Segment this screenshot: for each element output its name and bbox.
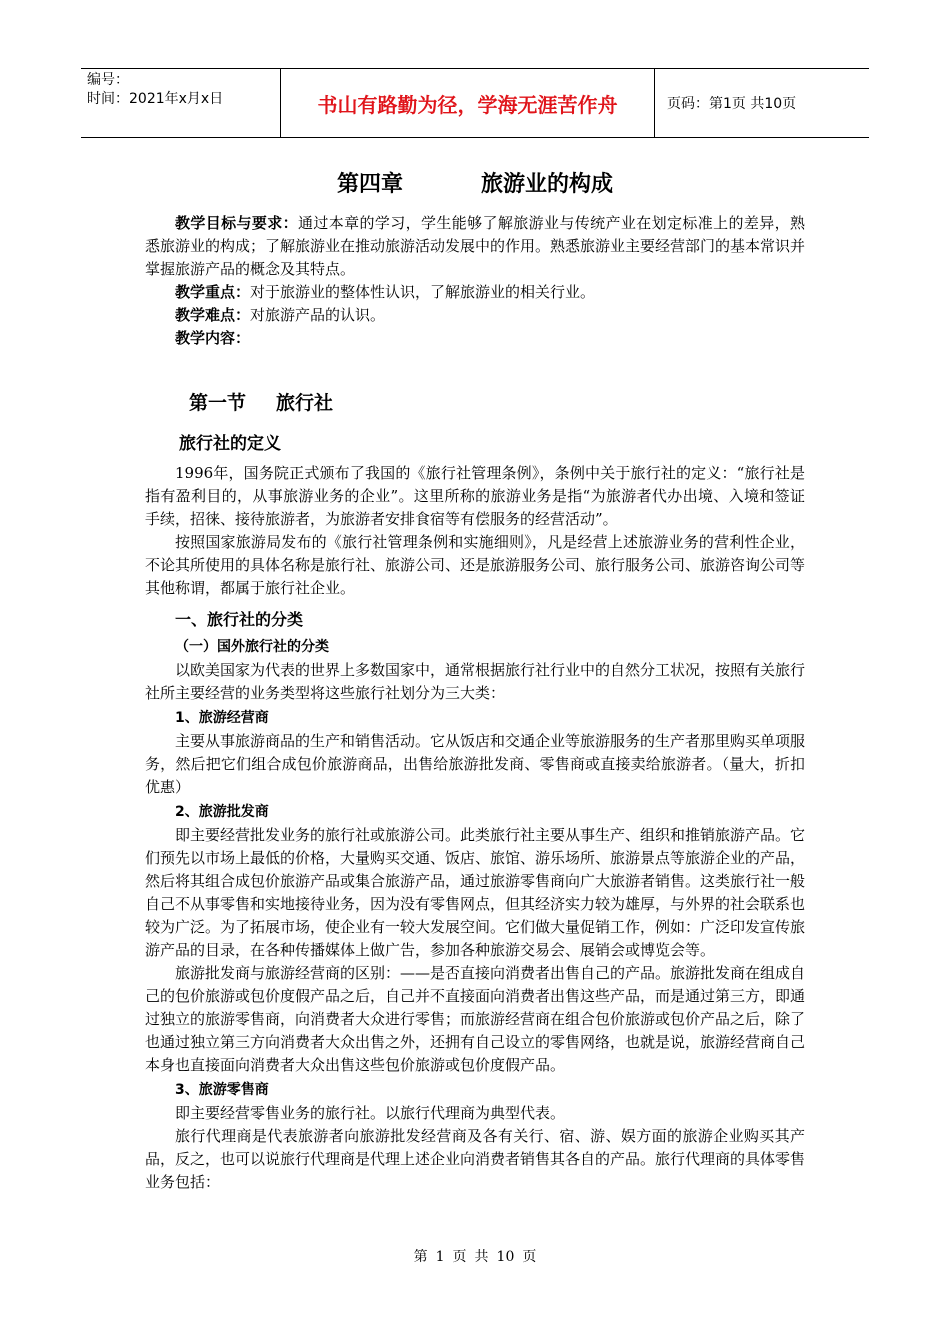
- tour-operator-text: 主要从事旅游商品的生产和销售活动。它从饭店和交通企业等旅游服务的生产者那里购买单项服务，然后把它们组合成包价旅游商品，出售给旅游批发商、零售商或直接卖给旅游者。（量大，折扣优惠）: [145, 732, 806, 796]
- footer-text-di: 第: [413, 1249, 428, 1265]
- goals-label: 教学目标与要求：: [175, 214, 298, 232]
- definition-paragraph-1: 1996年，国务院正式颁布了我国的《旅行社管理条例》，条例中关于旅行社的定义：“旅行社是指有盈利目的，从事旅游业务的企业”。这里所称的旅游业务是指“为旅游者代办出境、入境和签证手续，招徕、接待旅游者，为旅游者安排食宿等有偿服务的经营活动”。: [145, 464, 805, 528]
- footer-text-ye: 页: [452, 1249, 467, 1265]
- definition-heading: 旅行社的定义: [179, 434, 281, 454]
- footer-text-ye-2: 页: [522, 1249, 537, 1265]
- tour-operator-heading: 1、旅游经营商: [175, 710, 269, 726]
- section-name: 旅行社: [276, 392, 334, 414]
- key-label: 教学重点：: [175, 283, 251, 301]
- foreign-classification-heading: （一）国外旅行社的分类: [175, 639, 329, 655]
- difficulty-text: 对旅游产品的认识。: [250, 306, 386, 324]
- header-motto: 书山有路勤为径，学海无涯苦作舟: [281, 69, 655, 137]
- foreign-classification-text: 以欧美国家为代表的世界上多数国家中，通常根据旅行社行业中的自然分工状况，按照有关旅行社所主要经营的业务类型将这些旅行社划分为三大类：: [145, 661, 806, 702]
- tour-wholesaler-text: 即主要经营批发业务的旅行社或旅游公司。此类旅行社主要从事生产、组织和推销旅游产品。它们预先以市场上最低的价格，大量购买交通、饭店、旅馆、游乐场所、旅游景点等旅游企业的产品，然后将其组合成包价旅游产品或集合旅游产品，通过旅游零售商向广大旅游者销售。这类旅行社一般自己不从事零售和实地接待业务，因为没有零售网点，但其经济实力较为雄厚，与外界的社会联系也较为广泛。为了拓展市场，使企业有一较大发展空间。它们做大量促销工作，例如：广泛印发宣传旅游产品的目录，在各种传播媒体上做广告，参加各种旅游交易会、展销会或博览会等。: [145, 826, 806, 959]
- teaching-goals: [145, 212, 805, 281]
- teaching-content: [145, 327, 805, 350]
- footer-text-gong: 共: [474, 1249, 489, 1265]
- page-footer: [0, 1246, 950, 1266]
- doc-date: 时间：2021年x月x日: [87, 91, 224, 107]
- teaching-difficulty: [145, 304, 805, 327]
- teaching-key-points: [145, 281, 805, 304]
- tour-retailer-text: 即主要经营零售业务的旅行社。以旅行代理商为典型代表。: [175, 1104, 566, 1122]
- header-page-info: 页码：第1页 共10页: [667, 96, 797, 112]
- document-body: [145, 168, 805, 1194]
- section-title: [145, 388, 805, 418]
- wholesaler-operator-difference: 旅游批发商与旅游经营商的区别：——是否直接向消费者出售自己的产品。旅游批发商在组成自己的包价旅游或包价度假产品之后，自己并不直接面向消费者出售这些产品，而是通过第三方，即通过独立的旅游零售商，向消费者大众进行零售；而旅游经营商在组合包价旅游或包价产品之后，除了也通过独立第三方向消费者大众出售之外，还拥有自己设立的零售网络，也就是说，旅游经营商自己本身也直接面向消费者大众出售这些包价旅游或包价度假产品。: [145, 964, 806, 1074]
- section-number: 第一节: [189, 392, 247, 414]
- doc-number-label: 编号：: [87, 72, 129, 88]
- goals-text: 通过本章的学习，学生能够了解旅游业与传统产业在划定标准上的差异，熟悉旅游业的构成；了解旅游业在推动旅游活动发展中的作用。熟悉旅游业主要经营部门的基本常识并掌握旅游产品的概念及其特点。: [145, 214, 806, 278]
- chapter-number: 第四章: [336, 172, 403, 197]
- tour-wholesaler-heading: 2、旅游批发商: [175, 804, 269, 820]
- header-meta: [81, 69, 281, 137]
- footer-total-pages: 10: [496, 1249, 515, 1265]
- chapter-title: [145, 168, 805, 202]
- footer-page-number: 1: [435, 1249, 445, 1265]
- travel-agent-text: 旅行代理商是代表旅游者向旅游批发经营商及各有关行、宿、游、娱方面的旅游企业购买其产品，反之，也可以说旅行代理商是代理上述企业向消费者销售其各自的产品。旅行代理商的具体零售业务包括：: [145, 1127, 806, 1191]
- difficulty-label: 教学难点：: [175, 306, 251, 324]
- page-header: [81, 68, 869, 138]
- key-text: 对于旅游业的整体性认识，了解旅游业的相关行业。: [250, 283, 596, 301]
- definition-paragraph-2: 按照国家旅游局发布的《旅行社管理条例和实施细则》，凡是经营上述旅游业务的营利性企业，不论其所使用的具体名称是旅行社、旅游公司、还是旅游服务公司、旅行服务公司、旅游咨询公司等其他称谓，都属于旅行社企业。: [145, 533, 806, 597]
- content-label: 教学内容：: [175, 329, 251, 347]
- classification-heading: 一、旅行社的分类: [175, 610, 304, 629]
- tour-retailer-heading: 3、旅游零售商: [175, 1082, 269, 1098]
- chapter-name: 旅游业的构成: [481, 172, 614, 197]
